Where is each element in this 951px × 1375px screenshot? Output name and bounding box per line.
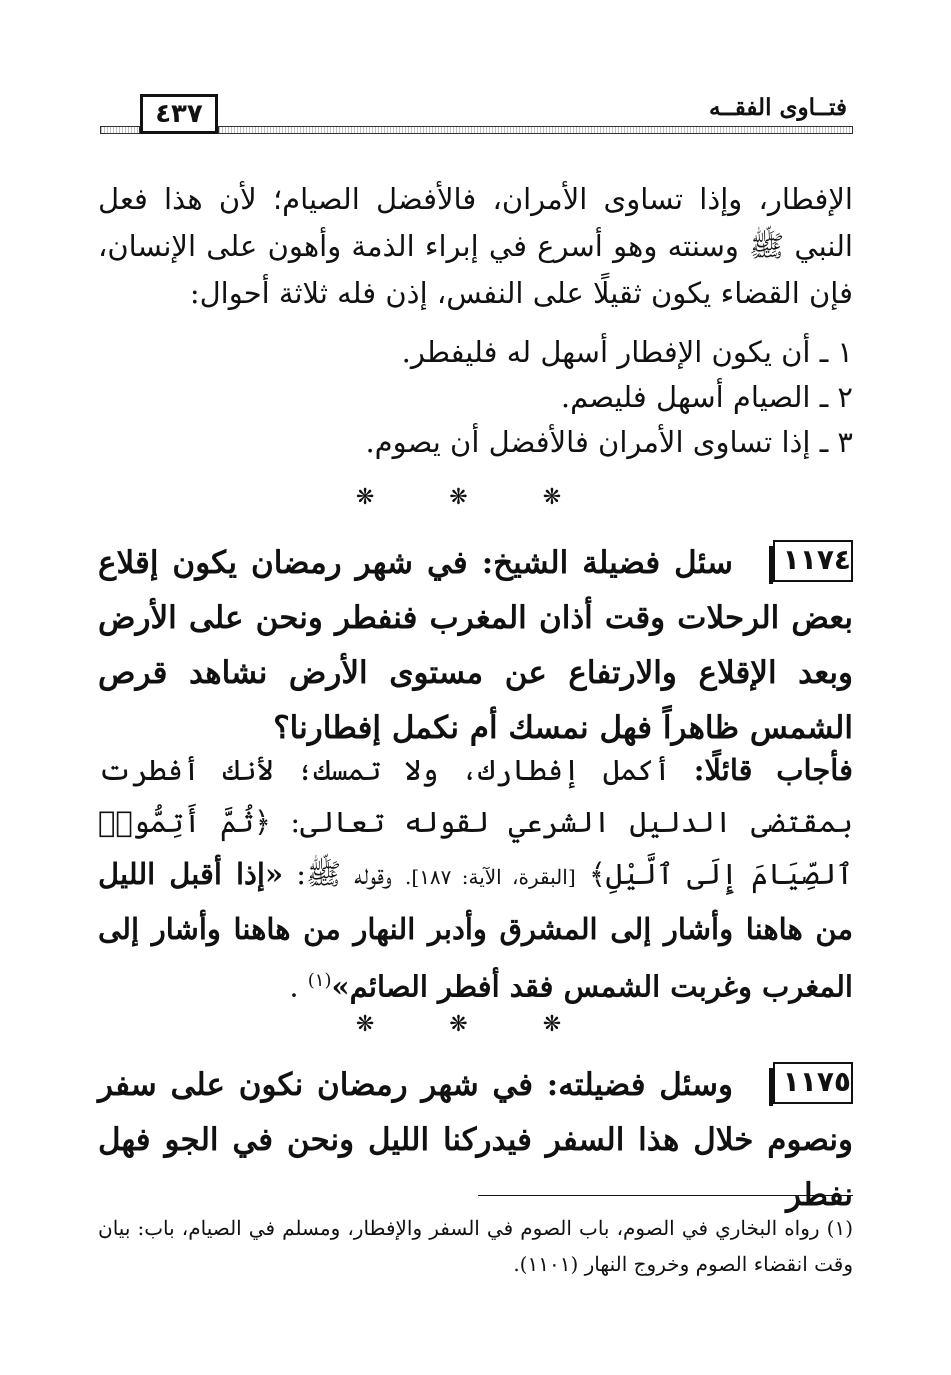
section-separator: ❋ ❋ ❋ xyxy=(355,1012,596,1037)
answer-text: أكمل إفطارك، ولا تمسك؛ لأنك أفطرت بمقتضى الدليل الشرعي لقوله تعالى: xyxy=(98,753,853,839)
section-separator: ❋ ❋ ❋ xyxy=(355,485,596,510)
answer-lead: فأجاب قائلًا: xyxy=(693,753,853,787)
header-rule xyxy=(218,126,853,134)
question-text: سئل فضيلة الشيخ: في شهر رمضان يكون إقلاع بعض الرحلات وقت أذان المغرب فنفطر ونحن على الأرض وبعد الإقلاع والارتفاع عن مستوى الأرض نشاهد قرص الشمس ظاهراً فهل نمسك أم نكمل إفطارنا؟ xyxy=(98,545,853,746)
fatwa-1174-question xyxy=(98,536,853,756)
fatwa-number-badge: ١١٧٥ xyxy=(773,1062,853,1104)
answer-ending: . xyxy=(289,969,299,1004)
book-title: فتــاوى الفقــه xyxy=(708,94,847,121)
case-item: ١ ـ أن يكون الإفطار أسهل له فليفطر. xyxy=(401,335,853,369)
footnote: (١) رواه البخاري في الصوم، باب الصوم في السفر والإفطار، ومسلم في الصيام، باب: بيان وقت انقضاء الصوم وخروج النهار (١١٠١). xyxy=(98,1216,853,1276)
case-item: ٢ ـ الصيام أسهل فليصم. xyxy=(560,380,853,414)
cases-list xyxy=(98,330,853,465)
hadith-text: «إذا أقبل الليل من هاهنا وأشار إلى المشرق وأدبر النهار من هاهنا وأشار إلى المغرب وغربت الشمس فقد أفطر الصائم» xyxy=(98,857,853,1004)
verse-reference: [البقرة، الآية: ١٨٧]. xyxy=(405,865,576,889)
page-number: ٤٣٧ xyxy=(140,94,218,134)
quran-verse: ﴿ثُمَّ أَتِمُّوا۟ ٱلصِّيَامَ إِلَى ٱلَّيْلِ﴾ xyxy=(98,805,854,891)
fatwa-1175-question xyxy=(98,1058,853,1223)
footnote-separator xyxy=(478,1195,853,1196)
footnote-marker: (١) xyxy=(307,970,332,991)
case-item: ٣ ـ إذا تساوى الأمران فالأفضل أن يصوم. xyxy=(365,425,853,459)
fatwa-1174-answer xyxy=(98,744,853,1013)
answer-connector: وقوله ﷺ: xyxy=(296,857,392,891)
fatwa-number-badge: ١١٧٤ xyxy=(773,540,853,582)
question-text: وسئل فضيلته: في شهر رمضان نكون على سفر ونصوم خلال هذا السفر فيدركنا الليل ونحن في الجو فهل نفطر xyxy=(98,1067,853,1213)
header-rule xyxy=(100,126,140,134)
continuation-paragraph: الإفطار، وإذا تساوى الأمران، فالأفضل الصيام؛ لأن هذا فعل النبي ﷺ وسنته وهو أسرع في إبراء الذمة وأهون على الإنسان، فإن القضاء يكون ثقيلًا على النفس، إذن فله ثلاثة أحوال: xyxy=(98,182,853,310)
